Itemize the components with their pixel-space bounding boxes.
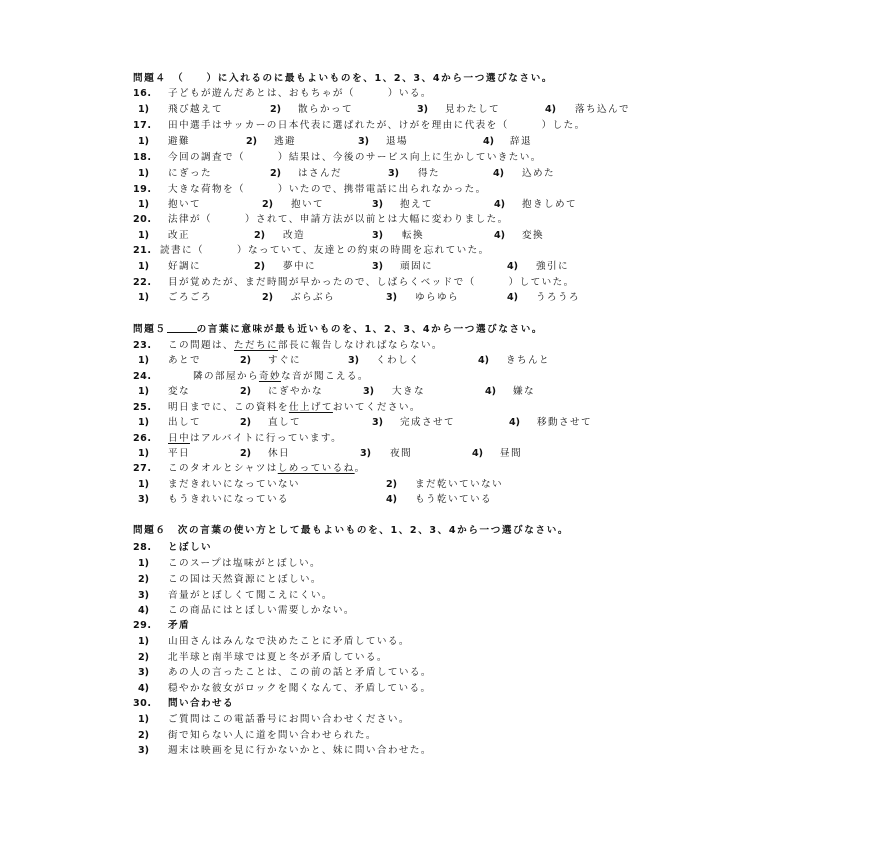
option-number: 1) (138, 136, 150, 147)
option-3[interactable]: 見わたして (445, 104, 500, 115)
question-text-post: おいてください。 (332, 402, 421, 413)
option-2[interactable]: 逃避 (274, 136, 296, 147)
question-20 (0, 213, 870, 227)
section-4-title (0, 72, 870, 86)
option-number: 1) (138, 448, 150, 459)
options-23 (0, 354, 870, 368)
option-2[interactable]: この国は天然資源にとぼしい。 (168, 574, 322, 585)
option-1[interactable]: ごろごろ (168, 292, 212, 303)
option-row (0, 557, 870, 571)
option-number: 3) (138, 745, 150, 756)
options-22 (0, 291, 870, 305)
option-number: 2) (138, 574, 150, 585)
option-number: 2) (138, 730, 150, 741)
option-1[interactable]: 好調に (168, 261, 201, 272)
question-28 (0, 541, 870, 555)
question-number: 16. (133, 88, 152, 99)
option-number: 1) (138, 168, 150, 179)
question-30 (0, 697, 870, 711)
option-4[interactable]: 嫌な (513, 386, 535, 397)
option-number: 2) (240, 355, 252, 366)
option-4[interactable]: 強引に (536, 261, 569, 272)
option-number: 4) (507, 292, 519, 303)
option-3[interactable]: 夜間 (390, 448, 412, 459)
option-number: 4) (545, 104, 557, 115)
section-5-title (0, 322, 870, 336)
option-number: 2) (262, 199, 274, 210)
option-number: 3) (138, 667, 150, 678)
option-4[interactable]: 昼間 (500, 448, 522, 459)
question-21 (0, 244, 870, 258)
option-number: 4) (493, 168, 505, 179)
option-number: 1) (138, 355, 150, 366)
target-word: 問い合わせる (168, 698, 234, 709)
section-title-prefix: 問題５ (133, 324, 167, 335)
option-row (0, 729, 870, 743)
option-4[interactable]: 落ち込んで (575, 104, 630, 115)
option-number: 2) (240, 417, 252, 428)
question-number: 28. (133, 542, 152, 553)
section-title-suffix: の言葉に意味が最も近いものを、1、2、3、4から一つ選びなさい。 (196, 324, 544, 335)
option-number: 4) (138, 683, 150, 694)
option-2[interactable]: 散らかって (298, 104, 353, 115)
option-number: 1) (138, 558, 150, 569)
question-text: 大きな荷物を（ ）いたので、携帯電話に出られなかった。 (168, 184, 487, 195)
option-2[interactable]: まだ乾いていない (415, 479, 503, 490)
underlined-word: 仕上げて (288, 402, 333, 413)
option-4[interactable]: きちんと (506, 355, 550, 366)
question-text: 田中選手はサッカーの日本代表に選ばれたが、けがを理由に代表を（ ）した。 (168, 120, 586, 131)
option-3[interactable]: 抱えて (400, 199, 433, 210)
options-18 (0, 167, 870, 181)
question-text: 今回の調査で（ ）結果は、今後のサービス向上に生かしていきたい。 (168, 152, 542, 163)
option-number: 2) (254, 261, 266, 272)
option-4[interactable]: 込めた (522, 168, 555, 179)
option-number: 4) (483, 136, 495, 147)
question-number: 18. (133, 152, 152, 163)
option-2[interactable]: 抱いて (291, 199, 324, 210)
underlined-word: しめっているね (277, 463, 355, 474)
question-number: 26. (133, 433, 152, 444)
question-text-post: 。 (354, 463, 366, 474)
option-number: 4) (494, 199, 506, 210)
option-2[interactable]: すぐに (268, 355, 301, 366)
option-3[interactable]: 転換 (402, 230, 424, 241)
section-title-text: 問題６ 次の言葉の使い方として最もよいものを、1、2、3、4から一つ選びなさい。 (133, 525, 570, 536)
option-number: 2) (240, 386, 252, 397)
option-3[interactable]: 退場 (386, 136, 408, 147)
option-number: 3) (360, 448, 372, 459)
option-row (0, 682, 870, 696)
option-3[interactable]: あの人の言ったことは、この前の話と矛盾している。 (168, 667, 432, 678)
question-text-post: な音が聞こえる。 (280, 371, 369, 382)
option-4[interactable]: 辞退 (510, 136, 532, 147)
option-number: 3) (388, 168, 400, 179)
target-word: 矛盾 (168, 620, 190, 631)
option-1[interactable]: 改正 (168, 230, 190, 241)
option-3[interactable]: 音量がとぼしくて聞こえにくい。 (168, 590, 333, 601)
option-4[interactable]: もう乾いている (415, 494, 492, 505)
option-1[interactable]: 飛び越えて (168, 104, 223, 115)
question-text-pre: 隣の部屋から (193, 371, 259, 382)
question-16 (0, 87, 870, 101)
option-4[interactable]: 移動させて (537, 417, 592, 428)
section-title-text: 問題４ （ ）に入れるのに最もよいものを、1、2、3、4から一つ選びなさい。 (133, 73, 554, 84)
options-20 (0, 229, 870, 243)
option-3[interactable]: 週末は映画を見に行かないかと、妹に問い合わせた。 (168, 745, 432, 756)
option-row (0, 573, 870, 587)
options-19 (0, 198, 870, 212)
option-number: 3) (138, 494, 150, 505)
option-number: 1) (138, 386, 150, 397)
option-1[interactable]: 抱いて (168, 199, 201, 210)
option-row (0, 589, 870, 603)
option-row (0, 744, 870, 758)
option-1[interactable]: 出して (168, 417, 201, 428)
option-2[interactable]: はさんだ (298, 168, 342, 179)
underlined-word: ただちに (233, 340, 278, 351)
option-3[interactable]: 完成させて (400, 417, 455, 428)
options-17 (0, 135, 870, 149)
question-text: 読書に（ ）なっていて、友達との約束の時間を忘れていた。 (160, 245, 490, 256)
option-number: 2) (138, 652, 150, 663)
question-22 (0, 276, 870, 290)
question-text: 目が覚めたが、まだ時間が早かったので、しばらくベッドで（ ）していた。 (168, 277, 575, 288)
option-3[interactable]: くわしく (376, 355, 420, 366)
option-2[interactable]: 直して (268, 417, 301, 428)
option-number: 3) (372, 261, 384, 272)
option-4[interactable]: この商品にはとぼしい需要しかない。 (168, 605, 355, 616)
question-number: 20. (133, 214, 152, 225)
question-text: 子どもが遊んだあとは、おもちゃが（ ）いる。 (168, 88, 432, 99)
question-text-pre: 明日までに、この資料を (168, 402, 289, 413)
option-1[interactable]: にぎった (168, 168, 212, 179)
option-3[interactable]: 頑固に (400, 261, 433, 272)
option-number: 4) (509, 417, 521, 428)
option-number: 3) (386, 292, 398, 303)
underlined-word: 奇妙 (258, 371, 281, 382)
option-4[interactable]: 穏やかな彼女がロックを聞くなんて、矛盾している。 (168, 683, 432, 694)
option-number: 4) (494, 230, 506, 241)
option-row (0, 651, 870, 665)
options-27-row-1 (0, 478, 870, 492)
question-number: 23. (133, 340, 152, 351)
option-number: 1) (138, 479, 150, 490)
option-number: 4) (138, 605, 150, 616)
options-24 (0, 385, 870, 399)
option-number: 3) (417, 104, 429, 115)
option-4[interactable]: 抱きしめて (522, 199, 577, 210)
option-2[interactable]: 休日 (268, 448, 290, 459)
option-2[interactable]: 北半球と南半球では夏と冬が矛盾している。 (168, 652, 388, 663)
question-text-post: はアルバイトに行っています。 (190, 433, 343, 444)
option-2[interactable]: 夢中に (283, 261, 316, 272)
option-4[interactable]: 変換 (522, 230, 544, 241)
underline-blank (167, 322, 197, 333)
question-27 (0, 462, 870, 476)
question-text-pre: この問題は、 (168, 340, 234, 351)
option-number: 2) (240, 448, 252, 459)
options-25 (0, 416, 870, 430)
option-number: 4) (507, 261, 519, 272)
option-number: 2) (254, 230, 266, 241)
question-18 (0, 151, 870, 165)
options-26 (0, 447, 870, 461)
section-6-title (0, 524, 870, 538)
option-1[interactable]: あとで (168, 355, 201, 366)
option-2[interactable]: 街で知らない人に道を問い合わせられた。 (168, 730, 377, 741)
option-1[interactable]: 平日 (168, 448, 190, 459)
option-number: 1) (138, 714, 150, 725)
option-number: 3) (138, 590, 150, 601)
question-number: 27. (133, 463, 152, 474)
option-number: 1) (138, 261, 150, 272)
option-3[interactable]: 得た (418, 168, 440, 179)
option-number: 2) (270, 104, 282, 115)
option-number: 3) (372, 417, 384, 428)
question-number: 22. (133, 277, 152, 288)
option-1[interactable]: 避難 (168, 136, 190, 147)
question-26 (0, 432, 870, 446)
option-3[interactable]: ゆらゆら (415, 292, 459, 303)
option-3[interactable]: もうきれいになっている (168, 494, 289, 505)
option-1[interactable]: 変な (168, 386, 190, 397)
question-number: 29. (133, 620, 152, 631)
question-text-post: 部長に報告しなければならない。 (277, 340, 443, 351)
option-2[interactable]: にぎやかな (268, 386, 323, 397)
question-23 (0, 339, 870, 353)
option-row (0, 604, 870, 618)
option-number: 1) (138, 230, 150, 241)
option-1[interactable]: まだきれいになっていない (168, 479, 300, 490)
option-row (0, 713, 870, 727)
option-number: 2) (386, 479, 398, 490)
option-number: 3) (372, 230, 384, 241)
option-number: 1) (138, 636, 150, 647)
option-number: 1) (138, 417, 150, 428)
target-word: とぼしい (168, 542, 212, 553)
question-number: 24. (133, 371, 152, 382)
option-4[interactable]: うろうろ (536, 292, 580, 303)
question-29 (0, 619, 870, 633)
question-19 (0, 183, 870, 197)
option-number: 4) (386, 494, 398, 505)
question-25 (0, 401, 870, 415)
option-1[interactable]: このスープは塩味がとぼしい。 (168, 558, 321, 569)
option-number: 4) (478, 355, 490, 366)
question-number: 30. (133, 698, 152, 709)
option-number: 2) (270, 168, 282, 179)
question-number: 25. (133, 402, 152, 413)
question-text-pre: このタオルとシャツは (168, 463, 278, 474)
options-16 (0, 103, 870, 117)
option-number: 2) (246, 136, 258, 147)
option-2[interactable]: ぶらぶら (291, 292, 335, 303)
option-number: 3) (363, 386, 375, 397)
option-number: 2) (262, 292, 274, 303)
option-number: 1) (138, 104, 150, 115)
option-3[interactable]: 大きな (392, 386, 425, 397)
option-number: 3) (358, 136, 370, 147)
underlined-word: 日中 (168, 433, 190, 444)
question-17 (0, 119, 870, 133)
option-number: 1) (138, 292, 150, 303)
option-number: 1) (138, 199, 150, 210)
option-row (0, 666, 870, 680)
question-24 (0, 370, 870, 384)
option-number: 3) (348, 355, 360, 366)
question-text: 法律が（ ）されて、申請方法が以前とは大幅に変わりました。 (168, 214, 509, 225)
option-number: 4) (472, 448, 484, 459)
option-number: 3) (372, 199, 384, 210)
option-1[interactable]: ご質問はこの電話番号にお問い合わせください。 (168, 714, 410, 725)
options-27-row-2 (0, 493, 870, 507)
options-21 (0, 260, 870, 274)
option-number: 4) (485, 386, 497, 397)
question-number: 19. (133, 184, 152, 195)
option-2[interactable]: 改造 (283, 230, 305, 241)
option-1[interactable]: 山田さんはみんなで決めたことに矛盾している。 (168, 636, 410, 647)
question-number: 21. (133, 245, 152, 256)
option-row (0, 635, 870, 649)
question-number: 17. (133, 120, 152, 131)
